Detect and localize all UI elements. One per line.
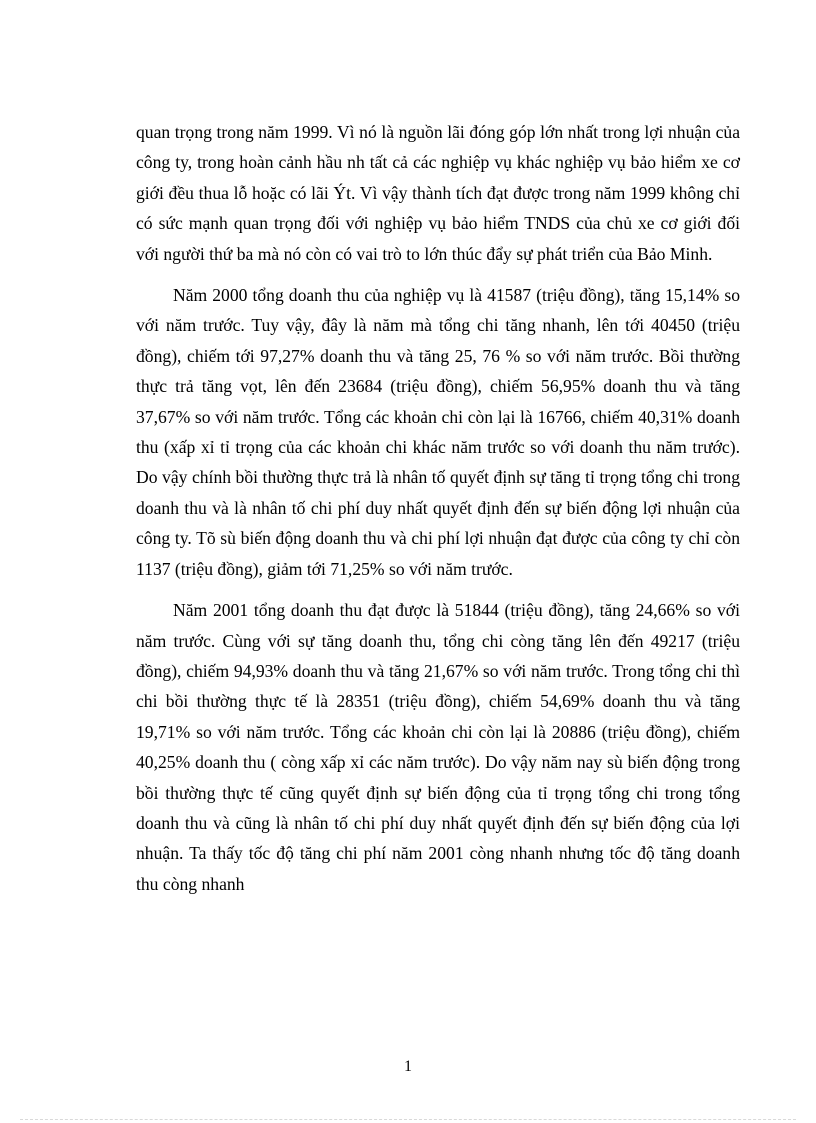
paragraph-gap bbox=[136, 269, 740, 280]
paragraph-year-2001: Năm 2001 tổng doanh thu đạt được là 51844 (triệu đồng), tăng 24,66% so với năm trước. Cùng với sự tăng doanh thu, tổng chi còng tăng lên đến 49217 (triệu đồng), chiếm 94,93% doanh thu và tăng 21,67% so với năm trước. Trong tổng chi thì chi bồi thường thực tế là 28351 (triệu đồng), chiếm 54,69% doanh thu và tăng 19,71% so với năm trước. Tổng các khoản chi còn lại là 20886 (triệu đồng), chiếm 40,25% doanh thu ( còng xấp xỉ các năm trước). Do vậy năm nay sù biến động trong bồi thường thực tế cũng quyết định sự biến động của tỉ trọng tổng chi trong tổng doanh thu và cũng là nhân tố chi phí duy nhất quyết định đến sự biến động của lợi nhuận. Ta thấy tốc độ tăng chi phí năm 2001 còng nhanh nhưng tốc độ tăng doanh thu còng nhanh bbox=[136, 600, 740, 894]
paragraph-year-2000: Năm 2000 tổng doanh thu của nghiệp vụ là 41587 (triệu đồng), tăng 15,14% so với năm trước. Tuy vậy, đây là năm mà tổng chi tăng nhanh, lên tới 40450 (triệu đồng), chiếm tới 97,27% doanh thu và tăng 25, 76 % so với năm trước. Bồi thường thực trả tăng vọt, lên đến 23684 (triệu đồng), chiếm 56,95% doanh thu và tăng 37,67% so với năm trước. Tổng các khoản chi còn lại là 16766, chiếm 40,31% doanh thu (xấp xỉ tỉ trọng của các khoản chi khác năm trước so với doanh thu năm trước). Do vậy chính bồi thường thực trả là nhân tố quyết định sự tăng tỉ trọng tổng chi trong doanh thu và là nhân tố chi phí duy nhất quyết định đến sự biến động lợi nhuận của công ty. Tõ sù biến động doanh thu và chi phí lợi nhuận đạt được của công ty chỉ còn 1137 (triệu đồng), giảm tới 71,25% so với năm trước. bbox=[136, 285, 740, 579]
paragraph-continuation: quan trọng trong năm 1999. Vì nó là nguồn lãi đóng góp lớn nhất trong lợi nhuận của công ty, trong hoàn cảnh hầu nh tất cả các nghiệp vụ khác nghiệp vụ bảo hiểm xe cơ giới đều thua lỗ hoặc có lãi Ýt. Vì vậy thành tích đạt được trong năm 1999 không chỉ có sức mạnh quan trọng đối với nghiệp vụ bảo hiểm TNDS của chủ xe cơ giới đối với người thứ ba mà nó còn có vai trò to lớn thúc đẩy sự phát triển của Bảo Minh. bbox=[136, 122, 740, 264]
paragraph-gap bbox=[136, 584, 740, 595]
body-text bbox=[136, 117, 740, 899]
page-bottom-border bbox=[20, 1119, 796, 1120]
page-number: 1 bbox=[404, 1058, 412, 1075]
